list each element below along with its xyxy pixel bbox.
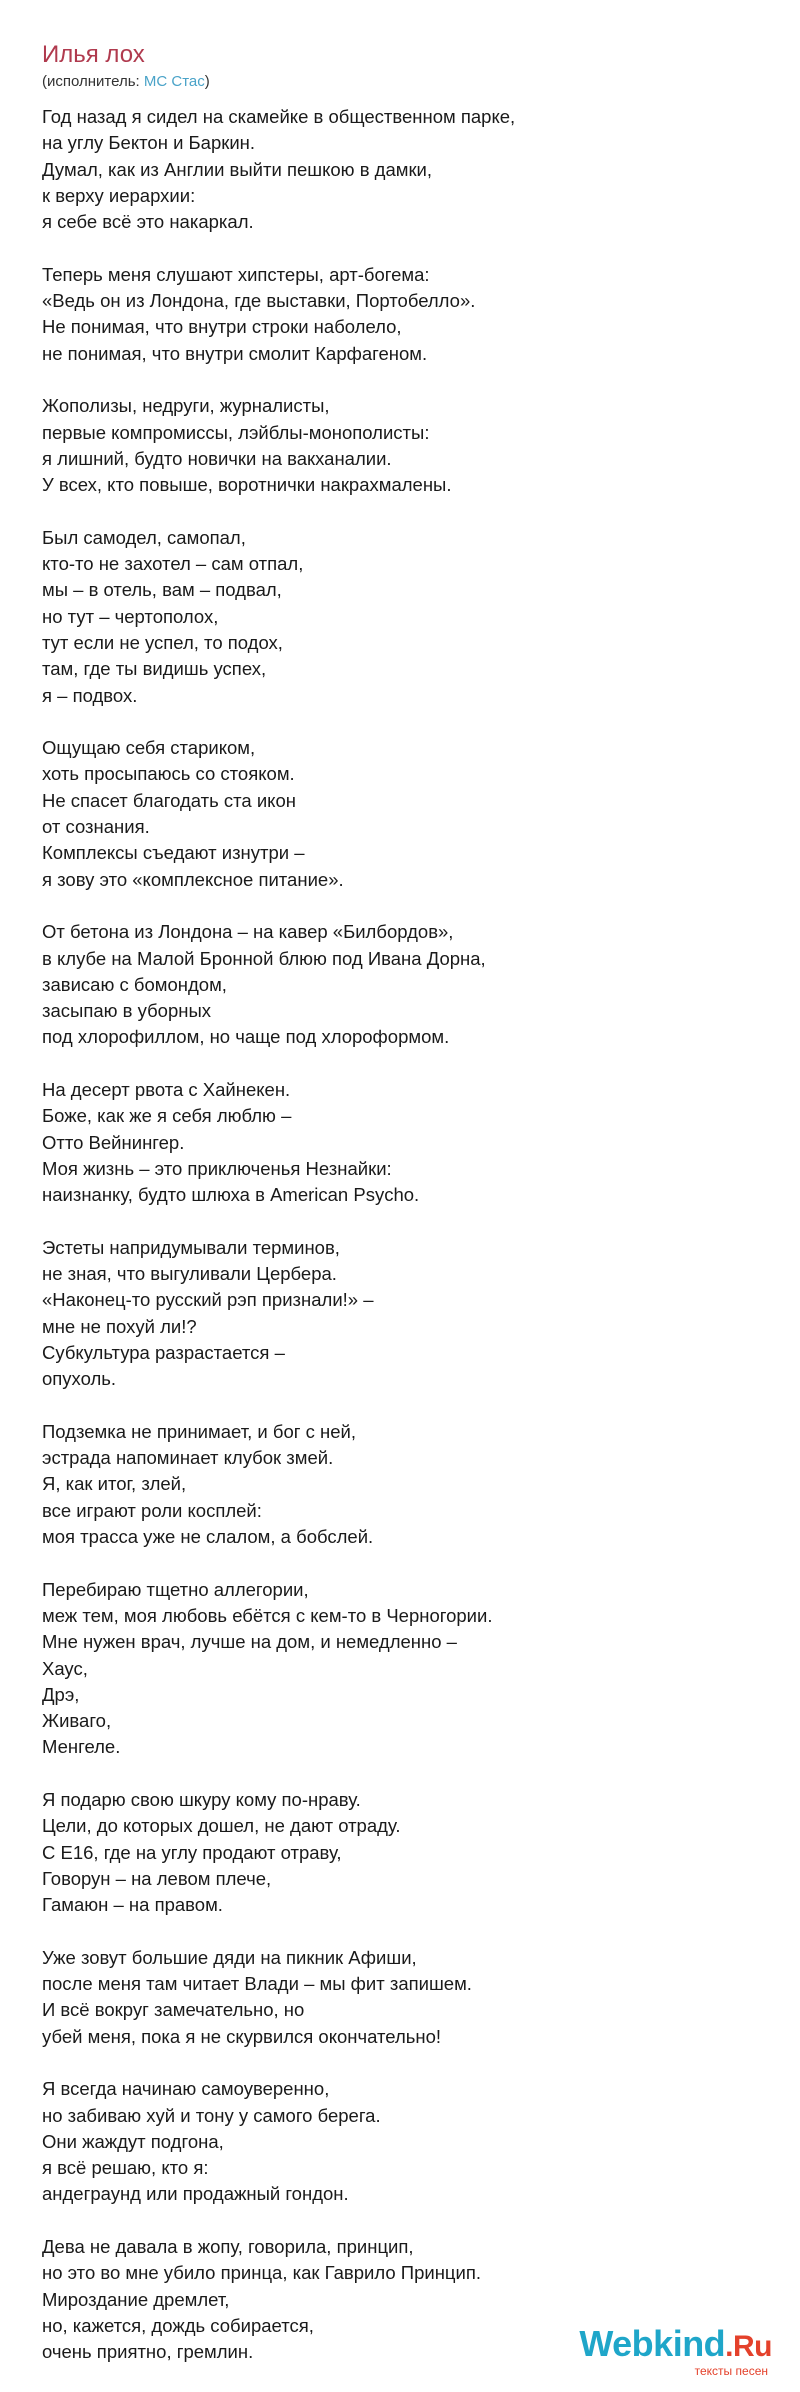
- logo-brand-name: Webkind: [579, 2323, 726, 2364]
- logo-brand: [579, 2325, 772, 2366]
- lyric-line: я – подвох.: [42, 684, 138, 706]
- lyric-line: Эстеты напридумывали терминов,: [42, 1236, 340, 1258]
- performer-suffix: ): [204, 73, 210, 90]
- lyric-line: эстрада напоминает клубок змей.: [42, 1447, 334, 1469]
- logo-tld: .Ru: [725, 2330, 772, 2363]
- lyric-line: Боже, как же я себя люблю –: [42, 1105, 292, 1127]
- lyric-line: засыпаю в уборных: [42, 1000, 212, 1022]
- lyric-line: Год назад я сидел на скамейке в общественном парке,: [42, 106, 516, 127]
- lyric-line: Думал, как из Англии выйти пешкою в дамки,: [42, 158, 433, 180]
- lyric-line: Я подарю свою шкуру кому по-нраву.: [42, 1789, 361, 1810]
- lyric-line: после меня там читает Влади – мы фит запишем.: [42, 1973, 472, 1995]
- stanza: [42, 393, 758, 498]
- lyric-line: Моя жизнь – это приключенья Незнайки:: [42, 1157, 392, 1179]
- lyric-line: С Е16, где на углу продают отраву,: [42, 1841, 342, 1863]
- stanza: [42, 1077, 758, 1208]
- stanza: [42, 262, 758, 367]
- lyric-line: там, где ты видишь успех,: [42, 658, 267, 680]
- lyric-line: Был самодел, самопал,: [42, 526, 246, 548]
- lyric-line: в клубе на Малой Бронной блюю под Ивана Дорна,: [42, 947, 486, 969]
- lyric-line: Менгеле.: [42, 1736, 121, 1758]
- lyric-line: Мироздание дремлет,: [42, 2288, 230, 2310]
- lyric-line: Дрэ,: [42, 1683, 80, 1705]
- lyric-line: на углу Бектон и Баркин.: [42, 132, 256, 154]
- lyric-line: Ощущаю себя стариком,: [42, 737, 256, 759]
- lyric-line: Гамаюн – на правом.: [42, 1894, 223, 1916]
- lyric-line: я зову это «комплексное питание».: [42, 868, 344, 890]
- lyric-line: Уже зовут большие дяди на пикник Афиши,: [42, 1946, 417, 1968]
- lyric-line: я лишний, будто новички на вакханалии.: [42, 447, 392, 469]
- lyric-line: Жополизы, недруги, журналисты,: [42, 395, 330, 417]
- lyric-line: хоть просыпаюсь со стояком.: [42, 763, 295, 785]
- lyric-line: Цели, до которых дошел, не дают отраду.: [42, 1815, 401, 1837]
- stanza: [42, 1787, 758, 1918]
- lyric-line: но, кажется, дождь собирается,: [42, 2314, 314, 2336]
- stanza: [42, 2076, 758, 2207]
- lyric-line: убей меня, пока я не скурвился окончательно!: [42, 2025, 442, 2047]
- lyric-line: Не понимая, что внутри строки наболело,: [42, 316, 402, 338]
- song-title: Илья лох: [42, 41, 145, 68]
- lyric-line: но тут – чертополох,: [42, 605, 219, 627]
- lyric-line: Живаго,: [42, 1710, 112, 1732]
- stanza: [42, 919, 758, 1050]
- lyric-line: Дева не давала в жопу, говорила, принцип,: [42, 2236, 414, 2258]
- lyric-line: я всё решаю, кто я:: [42, 2157, 209, 2179]
- performer-link[interactable]: MC Стас: [143, 73, 205, 90]
- lyric-line: Не спасет благодать ста икон: [42, 789, 296, 811]
- lyric-line: Теперь меня слушают хипстеры, арт-богема:: [42, 263, 430, 285]
- lyric-line: первые компромиссы, лэйблы-монополисты:: [42, 421, 430, 443]
- lyric-line: андеграунд или продажный гондон.: [42, 2183, 349, 2205]
- lyric-line: не понимая, что внутри смолит Карфагеном.: [42, 342, 428, 364]
- lyric-line: «Наконец-то русский рэп признали!» –: [42, 1289, 374, 1311]
- lyric-line: зависаю с бомондом,: [42, 973, 227, 995]
- lyric-line: Хаус,: [42, 1657, 88, 1679]
- lyric-line: кто-то не захотел – сам отпал,: [42, 553, 304, 575]
- stanza: [42, 1577, 758, 1761]
- lyric-line: наизнанку, будто шлюха в American Psycho.: [42, 1184, 420, 1206]
- lyric-line: я себе всё это накаркал.: [42, 211, 254, 233]
- lyric-line: меж тем, моя любовь ебётся с кем-то в Черногории.: [42, 1604, 493, 1626]
- stanza: [42, 1235, 758, 1393]
- performer-line: [42, 72, 758, 92]
- lyric-line: под хлорофиллом, но чаще под хлороформом.: [42, 1026, 450, 1048]
- stanza: [42, 735, 758, 893]
- lyrics-body: [42, 104, 758, 2366]
- performer-prefix: (исполнитель:: [42, 73, 144, 90]
- lyric-line: не зная, что выгуливали Цербера.: [42, 1263, 337, 1285]
- lyric-line: Говорун – на левом плече,: [42, 1867, 272, 1889]
- site-logo[interactable]: [579, 2325, 772, 2378]
- lyric-line: тут если не успел, то подох,: [42, 631, 283, 653]
- lyric-line: У всех, кто повыше, воротнички накрахмалены.: [42, 474, 452, 496]
- lyric-line: Я, как итог, злей,: [42, 1473, 187, 1495]
- lyric-line: мы – в отель, вам – подвал,: [42, 579, 282, 601]
- lyric-line: опухоль.: [42, 1368, 117, 1390]
- lyric-line: к верху иерархии:: [42, 184, 196, 206]
- lyric-line: «Ведь он из Лондона, где выставки, Портобелло».: [42, 290, 476, 312]
- lyric-line: мне не похуй ли!?: [42, 1315, 197, 1337]
- lyric-line: но забиваю хуй и тону у самого берега.: [42, 2104, 381, 2126]
- logo-tagline: тексты песен: [694, 2364, 768, 2378]
- lyric-line: Комплексы съедают изнутри –: [42, 842, 305, 864]
- lyric-line: Перебираю тщетно аллегории,: [42, 1578, 309, 1600]
- lyric-line: От бетона из Лондона – на кавер «Билбордов»,: [42, 921, 454, 943]
- lyric-line: Подземка не принимает, и бог с ней,: [42, 1420, 357, 1442]
- lyric-line: Отто Вейнингер.: [42, 1131, 185, 1153]
- lyric-line: На десерт рвота с Хайнекен.: [42, 1078, 291, 1100]
- lyric-line: все играют роли косплей:: [42, 1499, 262, 1521]
- lyric-line: Субкультура разрастается –: [42, 1341, 285, 1363]
- lyric-line: Я всегда начинаю самоуверенно,: [42, 2078, 330, 2100]
- lyric-line: Они жаждут подгона,: [42, 2130, 224, 2152]
- lyric-line: от сознания.: [42, 816, 150, 838]
- stanza: [42, 1945, 758, 2050]
- lyric-line: очень приятно, гремлин.: [42, 2341, 254, 2363]
- stanza: [42, 525, 758, 709]
- lyric-line: Мне нужен врач, лучше на дом, и немедленно –: [42, 1631, 457, 1653]
- stanza: [42, 1419, 758, 1550]
- lyric-line: И всё вокруг замечательно, но: [42, 1999, 305, 2021]
- lyric-line: моя трасса уже не слалом, а бобслей.: [42, 1526, 374, 1548]
- stanza: [42, 104, 758, 235]
- lyric-line: но это во мне убило принца, как Гаврило Принцип.: [42, 2262, 482, 2284]
